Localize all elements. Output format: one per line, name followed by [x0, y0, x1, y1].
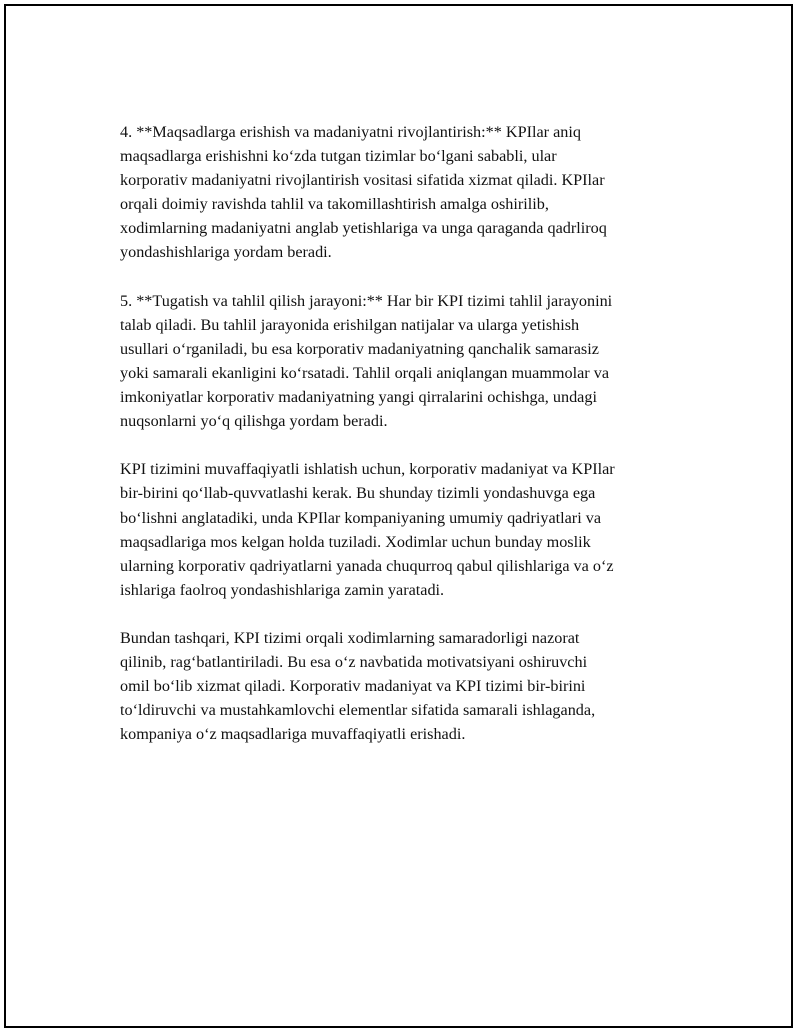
text-line: yoki samarali ekanligini koʻrsatadi. Tahlil orqali aniqlangan muammolar va	[120, 363, 609, 382]
text-line: talab qiladi. Bu tahlil jarayonida erishilgan natijalar va ularga yetishish	[120, 315, 580, 334]
paragraph-point-5	[120, 289, 710, 434]
text-line: 4. **Maqsadlarga erishish va madaniyatni rivojlantirish:** KPIlar aniq	[120, 123, 581, 141]
text-line: maqsadlariga mos kelgan holda tuziladi. Xodimlar uchun bunday moslik	[120, 532, 591, 551]
text-line: imkoniyatlar korporativ madaniyatning yangi qirralarini ochishga, undagi	[120, 388, 597, 407]
paragraph-conclusion	[120, 626, 710, 746]
paragraph-kpi-usage	[120, 457, 710, 602]
text-line: qilinib, ragʻbatlantiriladi. Bu esa oʻz navbatida motivatsiyani oshiruvchi	[120, 653, 588, 672]
text-line: nuqsonlarni yoʻq qilishga yordam beradi.	[120, 412, 388, 431]
text-line: Bundan tashqari, KPI tizimi orqali xodimlarning samaradorligi nazorat	[120, 628, 580, 647]
text-line: bir-birini qoʻllab-quvvatlashi kerak. Bu shunday tizimli yondashuvga ega	[120, 484, 596, 503]
document-page	[4, 4, 793, 1028]
text-line: 5. **Tugatish va tahlil qilish jarayoni:** Har bir KPI tizimi tahlil jarayonini	[120, 291, 613, 310]
text-line: boʻlishni anglatadiki, unda KPIlar kompaniyaning umumiy qadriyatlari va	[120, 508, 602, 527]
text-line: KPI tizimini muvaffaqiyatli ishlatish uchun, korporativ madaniyat va KPIlar	[120, 460, 615, 479]
text-line: korporativ madaniyatni rivojlantirish vositasi sifatida xizmat qiladi. KPIlar	[120, 171, 605, 190]
text-line: usullari oʻrganiladi, bu esa korporativ madaniyatning qanchalik samarasiz	[120, 339, 599, 358]
document-body	[120, 120, 710, 771]
text-line: ularning korporativ qadriyatlarni yanada chuqurroq qabul qilishlariga va oʻz	[120, 556, 614, 575]
text-line: omil boʻlib xizmat qiladi. Korporativ madaniyat va KPI tizimi bir-birini	[120, 677, 586, 696]
text-line: kompaniya oʻz maqsadlariga muvaffaqiyatli erishadi.	[120, 725, 466, 744]
text-line: yondashishlariga yordam beradi.	[120, 243, 332, 262]
text-line: toʻldiruvchi va mustahkamlovchi elementlar sifatida samarali ishlaganda,	[120, 701, 596, 720]
text-line: maqsadlarga erishishni koʻzda tutgan tizimlar boʻlgani sababli, ular	[120, 147, 557, 166]
paragraph-point-4	[120, 120, 710, 265]
text-line: ishlariga faolroq yondashishlariga zamin yaratadi.	[120, 580, 445, 599]
text-line: orqali doimiy ravishda tahlil va takomillashtirish amalga oshirilib,	[120, 195, 549, 214]
text-line: xodimlarning madaniyatni anglab yetishlariga va unga qaraganda qadrliroq	[120, 219, 607, 238]
